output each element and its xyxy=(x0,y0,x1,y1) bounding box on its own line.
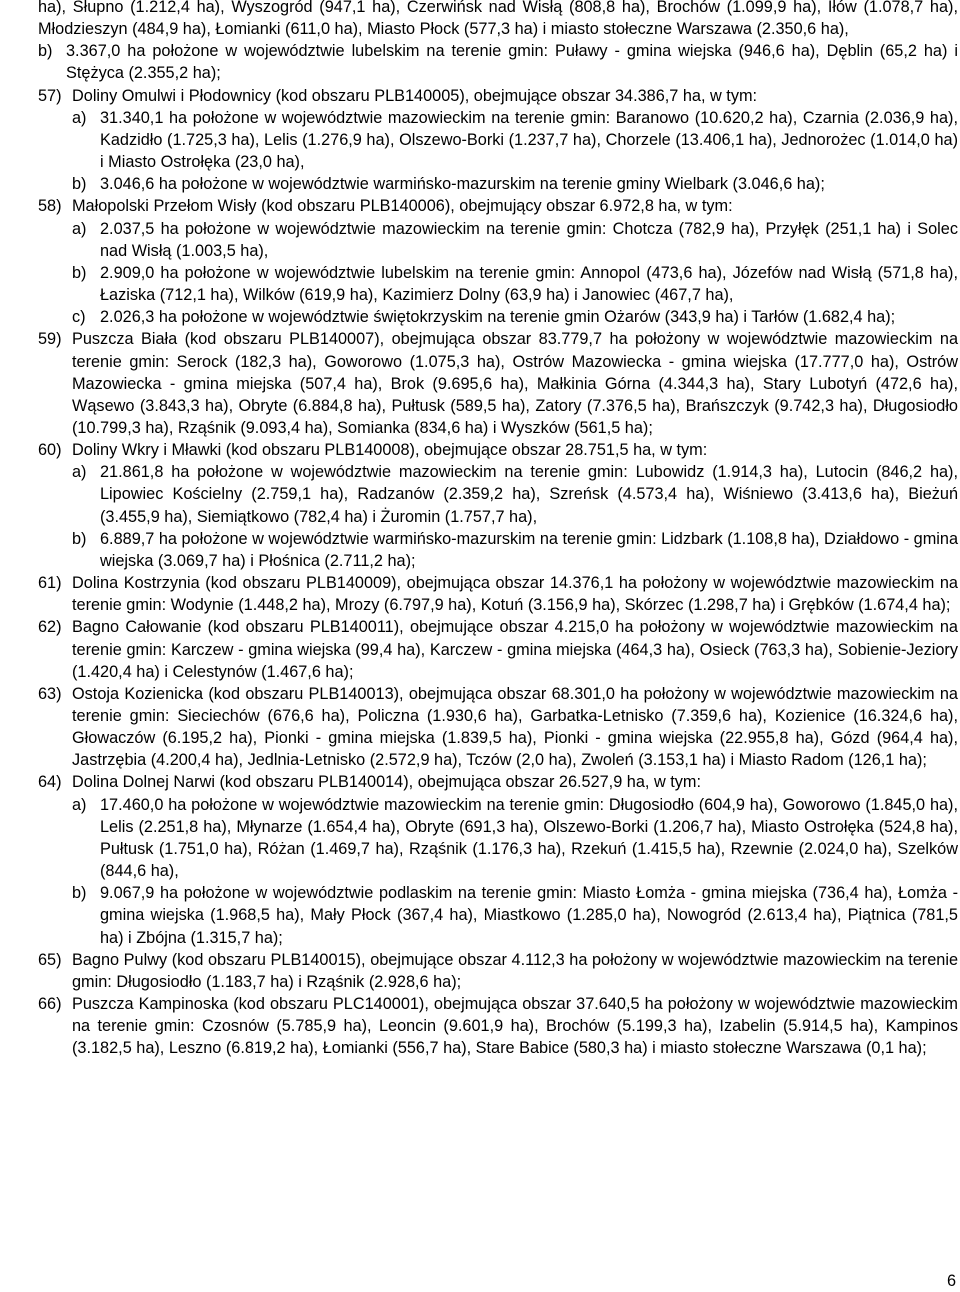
list-subitem xyxy=(72,173,958,195)
subitem-label: a) xyxy=(72,463,87,482)
lead-subitem xyxy=(38,40,958,84)
subitem-label: b) xyxy=(38,42,53,61)
subitem-label: a) xyxy=(72,108,87,127)
subitem-label: a) xyxy=(72,795,87,814)
list-subitem xyxy=(72,794,958,883)
page-number: 6 xyxy=(946,1272,956,1290)
list-item xyxy=(38,572,958,616)
list-subitem xyxy=(72,461,958,527)
list-item xyxy=(38,616,958,682)
list-item-number: 58) xyxy=(38,197,62,216)
list-subitem xyxy=(72,306,958,328)
list-item-number: 59) xyxy=(38,330,62,349)
subitem-text: 9.067,9 ha położone w województwie podlaskim na terenie gmin: Miasto Łomża - gmina miejska (736,4 ha), Łomża - gmina wiejska (1.968,5 ha), Mały Płock (367,4 ha), Miastkowo (1.285,0 ha), Nowogród (2.613,4 ha), Piątnica (781,5 ha) i Zbójna (1.315,7 ha); xyxy=(100,884,958,947)
list-item xyxy=(38,683,958,772)
list-item-number: 63) xyxy=(38,684,62,703)
subitem-label: c) xyxy=(72,308,86,327)
list-item xyxy=(38,328,958,439)
list-item-number: 57) xyxy=(38,86,62,105)
list-item xyxy=(38,439,958,461)
subitem-label: a) xyxy=(72,219,87,238)
list-item-text: Doliny Omulwi i Płodownicy (kod obszaru PLB140005), obejmujące obszar 34.386,7 ha, w tym: xyxy=(72,86,758,105)
subitem-text: 2.026,3 ha położone w województwie świętokrzyskim na terenie gmin Ożarów (343,9 ha) i Tarłów (1.682,4 ha); xyxy=(100,308,896,327)
list-item-text: Ostoja Kozienicka (kod obszaru PLB140013), obejmująca obszar 68.301,0 ha położony w województwie mazowieckim na terenie gmin: Sieciechów (676,6 ha), Policzna (1.930,6 ha), Garbatka-Letnisko (7.359,6 ha), Kozienice (16.324,6 ha), Głowaczów (6.195,2 ha), Pionki - gmina miejska (1.839,5 ha), Pionki - gmina wiejska (22.955,8 ha), Gózd (964,4 ha), Jastrzębia (4.200,4 ha), Jedlnia-Letnisko (2.572,9 ha), Tczów (2,0 ha), Zwoleń (3.153,1 ha) i Miasto Radom (126,1 ha); xyxy=(72,684,958,770)
list-subitem xyxy=(72,107,958,173)
list-item-text: Dolina Dolnej Narwi (kod obszaru PLB140014), obejmująca obszar 26.527,9 ha, w tym: xyxy=(72,773,701,792)
subitem-label: b) xyxy=(72,263,87,282)
list-item-number: 64) xyxy=(38,773,62,792)
subitem-text: 3.367,0 ha położone w województwie lubelskim na terenie gmin: Puławy - gmina wiejska (946,6 ha), Dęblin (65,2 ha) i Stężyca (2.355,2 ha); xyxy=(66,42,958,83)
list-subitem xyxy=(72,218,958,262)
subitem-text: 31.340,1 ha położone w województwie mazowieckim na terenie gmin: Baranowo (10.620,2 ha), Czarnia (2.036,9 ha), Kadzidło (1.725,3 ha), Lelis (1.276,9 ha), Olszewo-Borki (1.237,7 ha), Chorzele (13.406,1 ha), Jednorożec (1.014,0 ha) i Miasto Ostrołęka (23,0 ha), xyxy=(100,108,958,172)
subitem-label: b) xyxy=(72,529,87,548)
list-item xyxy=(38,771,958,793)
subitem-text: 17.460,0 ha położone w województwie mazowieckim na terenie gmin: Długosiodło (604,9 ha), Goworowo (1.845,0 ha), Lelis (2.251,8 ha), Młynarze (1.654,4 ha), Obryte (691,3 ha), Olszewo-Borki (1.206,7 ha), Miasto Ostrołęka (524,8 ha), Pułtusk (1.751,0 ha), Różan (1.469,7 ha), Rząśnik (1.176,3 ha), Rzekuń (1.415,5 ha), Rzewnie (2.024,0 ha), Szelków (844,6 ha), xyxy=(100,795,958,881)
subitem-label: b) xyxy=(72,175,87,194)
subitem-label: b) xyxy=(72,884,87,903)
list-item xyxy=(38,85,958,107)
lead-section xyxy=(38,0,958,85)
lead-paragraph: ha), Słupno (1.212,4 ha), Wyszogród (947,1 ha), Czerwińsk nad Wisłą (808,8 ha), Brochów (1.099,9 ha), Iłów (1.078,7 ha), Młodzieszyn (484,9 ha), Łomianki (611,0 ha), Miasto Płock (577,3 ha) i miasto stołeczne Warszawa (2.350,6 ha), xyxy=(38,0,958,39)
list-item-text: Puszcza Biała (kod obszaru PLB140007), obejmująca obszar 83.779,7 ha położony w województwie mazowieckim na terenie gmin: Serock (182,3 ha), Goworowo (1.075,3 ha), Ostrów Mazowiecka - gmina wiejska (17.777,0 ha), Ostrów Mazowiecka - gmina miejska (507,4 ha), Brok (9.695,6 ha), Małkinia Górna (4.344,3 ha), Stary Lubotyń (472,6 ha), Wąsewo (3.843,3 ha), Obryte (6.884,8 ha), Pułtusk (589,5 ha), Zatory (7.376,5 ha), Brańszczyk (9.742,3 ha), Długosiodło (10.799,3 ha), Rząśnik (9.093,4 ha), Somianka (834,6 ha) i Wyszków (561,5 ha); xyxy=(72,330,958,437)
list-item xyxy=(38,949,958,993)
document-body xyxy=(38,0,958,1060)
list-item-number: 62) xyxy=(38,618,62,637)
list-item-text: Dolina Kostrzynia (kod obszaru PLB140009), obejmująca obszar 14.376,1 ha położony w województwie mazowieckim na terenie gmin: Wodynie (1.448,2 ha), Mrozy (6.797,9 ha), Kotuń (3.156,9 ha), Skórzec (1.298,7 ha) i Grębków (1.674,4 ha); xyxy=(72,574,958,615)
list-item-text: Puszcza Kampinoska (kod obszaru PLC140001), obejmująca obszar 37.640,5 ha położony w województwie mazowieckim na terenie gmin: Czosnów (5.785,9 ha), Leoncin (9.601,9 ha), Brochów (5.199,3 ha), Izabelin (5.914,5 ha), Kampinos (3.182,5 ha), Leszno (6.819,2 ha), Łomianki (556,7 ha), Stare Babice (580,3 ha) i miasto stołeczne Warszawa (0,1 ha); xyxy=(72,995,958,1058)
list-item-number: 66) xyxy=(38,995,62,1014)
subitem-text: 6.889,7 ha położone w województwie warmińsko-mazurskim na terenie gmin: Lidzbark (1.108,8 ha), Działdowo - gmina wiejska (3.069,7 ha) i Płośnica (2.711,2 ha); xyxy=(100,529,958,570)
list-subitem xyxy=(72,882,958,948)
list-item xyxy=(38,195,958,217)
list-item-text: Bagno Całowanie (kod obszaru PLB140011), obejmujące obszar 4.215,0 ha położony w województwie mazowieckim na terenie gmin: Karczew - gmina wiejska (99,4 ha), Karczew - gmina miejska (464,3 ha), Osieck (763,3 ha), Sobienie-Jeziory (1.420,4 ha) i Celestynów (1.467,6 ha); xyxy=(72,618,958,681)
list-item-text: Doliny Wkry i Mławki (kod obszaru PLB140008), obejmujące obszar 28.751,5 ha, w tym: xyxy=(72,441,708,460)
subitem-text: 3.046,6 ha położone w województwie warmińsko-mazurskim na terenie gminy Wielbark (3.046,6 ha); xyxy=(100,175,825,194)
subitem-text: 2.037,5 ha położone w województwie mazowieckim na terenie gmin: Chotcza (782,9 ha), Przyłęk (251,1 ha) i Solec nad Wisłą (1.003,5 ha), xyxy=(100,219,958,260)
list-item xyxy=(38,993,958,1059)
numbered-list xyxy=(38,85,958,1060)
subitem-text: 21.861,8 ha położone w województwie mazowieckim na terenie gmin: Lubowidz (1.914,3 ha), Lutocin (846,2 ha), Lipowiec Kościelny (2.759,1 ha), Radzanów (2.359,2 ha), Szreńsk (4.573,4 ha), Wiśniewo (3.413,6 ha), Bieżuń (3.455,9 ha), Siemiątkowo (782,4 ha) i Żuromin (1.757,7 ha), xyxy=(100,463,958,526)
list-item-number: 65) xyxy=(38,950,62,969)
list-item-text: Małopolski Przełom Wisły (kod obszaru PLB140006), obejmujący obszar 6.972,8 ha, w tym: xyxy=(72,197,733,216)
subitem-text: 2.909,0 ha położone w województwie lubelskim na terenie gmin: Annopol (473,6 ha), Józefów nad Wisłą (571,8 ha), Łaziska (712,1 ha), Wilków (619,9 ha), Kazimierz Dolny (63,9 ha) i Janowiec (467,7 ha), xyxy=(100,263,958,305)
list-item-number: 61) xyxy=(38,574,62,593)
list-subitem xyxy=(72,262,958,306)
list-item-text: Bagno Pulwy (kod obszaru PLB140015), obejmujące obszar 4.112,3 ha położony w województwie mazowieckim na terenie gmin: Długosiodło (1.183,7 ha) i Rząśnik (2.928,6 ha); xyxy=(72,950,958,991)
list-subitem xyxy=(72,528,958,572)
list-item-number: 60) xyxy=(38,441,62,460)
